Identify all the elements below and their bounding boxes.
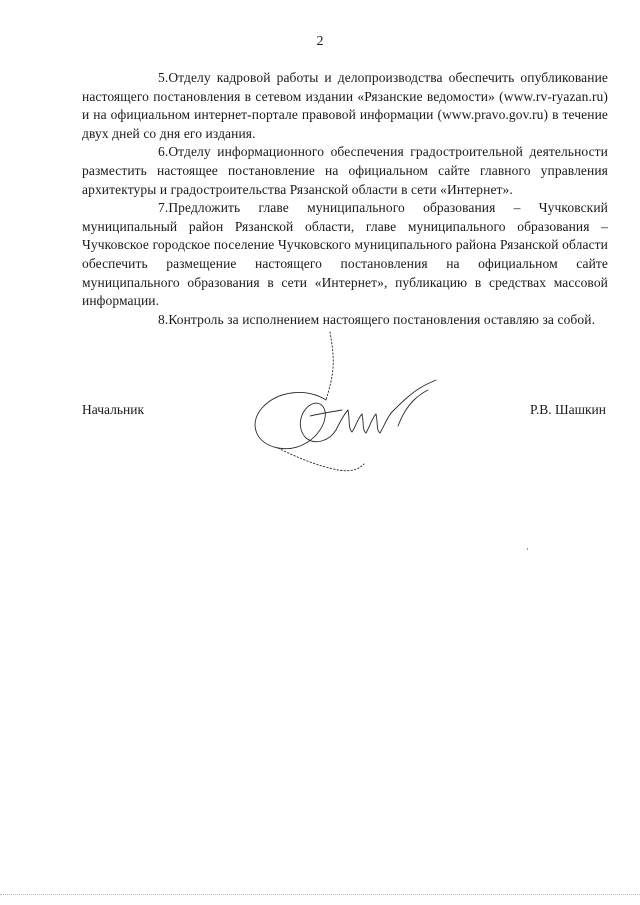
paragraph-number: 7. [158, 200, 169, 216]
paragraph-5 [82, 69, 608, 143]
paragraph-8 [82, 311, 608, 330]
paragraph-text: Контроль за исполнением настоящего постановления оставляю за собой. [168, 311, 596, 327]
scan-speck [527, 548, 528, 550]
page-number: 2 [316, 34, 324, 49]
paragraph-6 [82, 143, 608, 199]
paragraph-number: 8. [158, 311, 169, 327]
signature-title: Начальник [82, 402, 145, 417]
handwritten-signature [238, 330, 448, 480]
paragraph-7 [82, 199, 608, 311]
paragraph-number: 6. [158, 144, 169, 160]
paragraph-text: Отделу информационного обеспечения градостроительной деятельности разместить настоящее постановление на официальном сайте главного управления архитектуры и градостроительства Рязанской области в сети «Интернет». [82, 144, 608, 197]
scan-bottom-edge [0, 894, 640, 895]
signatory-name: Р.В. Шашкин [530, 402, 606, 417]
paragraph-text: Предложить главе муниципального образования – Чучковский муниципальный район Рязанской области, главе муниципального образования – Чучковское городское поселение Чучковского муниципального района Рязанской области обеспечить размещение настоящего постановления на официальном сайте муниципального образования в сети «Интернет», публикацию в средствах массовой информации. [82, 200, 608, 309]
paragraph-number: 5. [158, 70, 169, 85]
document-body [82, 69, 608, 329]
paragraph-text: Отделу кадровой работы и делопроизводства обеспечить опубликование настоящего постановления в сетевом издании «Рязанские ведомости» (www.rv-ryazan.ru) и на официальном интернет-портале правовой информации (www.pravo.gov.ru) в течение двух дней со дня его издания. [82, 70, 608, 141]
